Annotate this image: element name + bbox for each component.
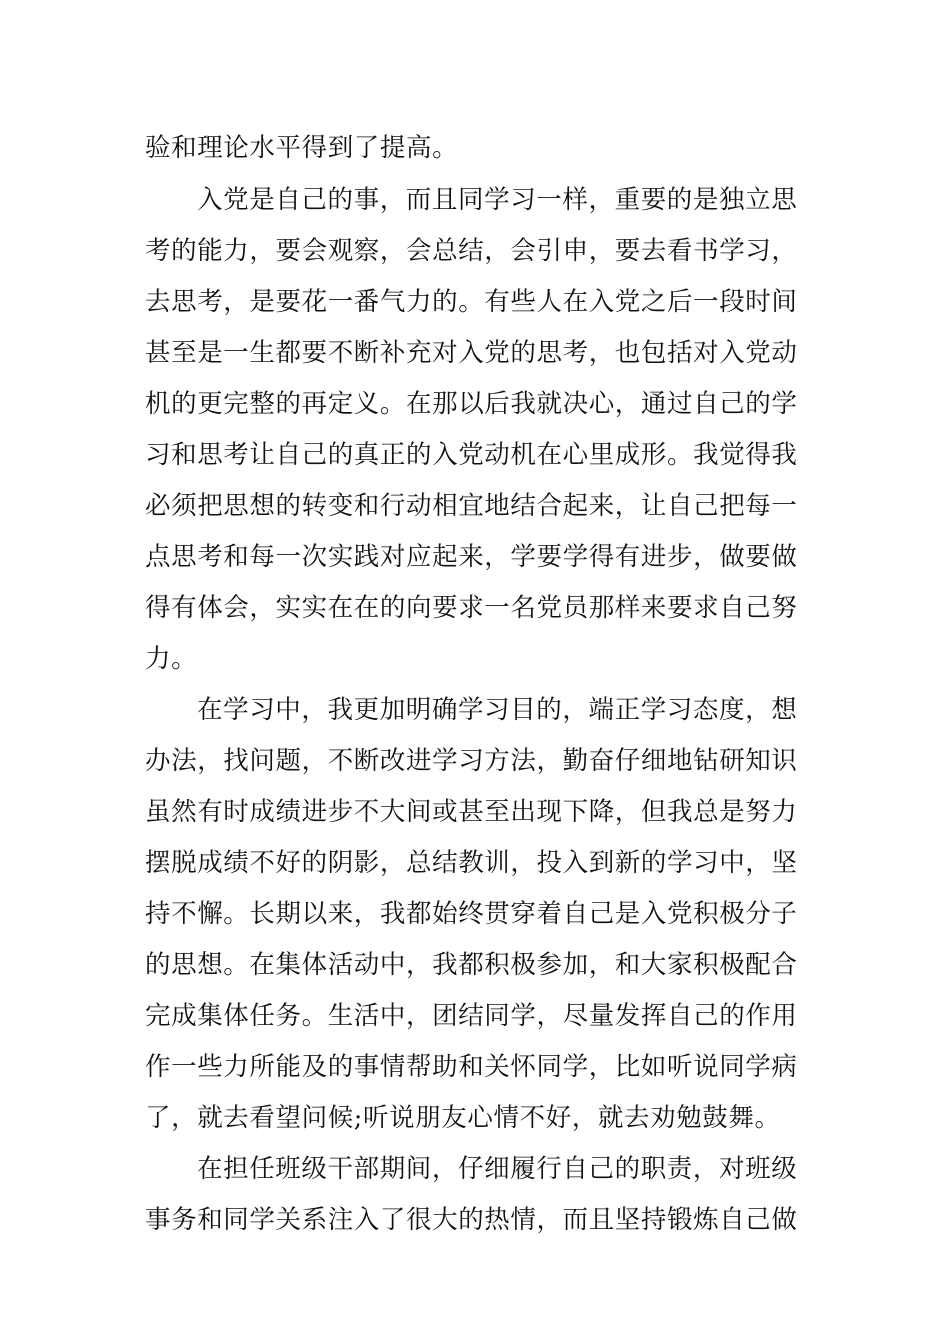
text-line: 作一些力所能及的事情帮助和关怀同学，比如听说同学病	[145, 1052, 798, 1082]
text-line: 虽然有时成绩进步不大间或甚至出现下降，但我总是努力	[145, 797, 798, 827]
text-line: 机的更完整的再定义。在那以后我就决心，通过自己的学	[145, 389, 798, 419]
text-line: 力。	[145, 644, 198, 674]
text-line: 持不懈。长期以来，我都始终贯穿着自己是入党积极分子	[145, 899, 798, 929]
text-line: 习和思考让自己的真正的入党动机在心里成形。我觉得我	[145, 440, 798, 470]
paragraph-first-line: 在担任班级干部期间，仔细履行自己的职责，对班级	[197, 1154, 798, 1184]
text-line: 点思考和每一次实践对应起来，学要学得有进步，做要做	[145, 542, 798, 572]
paragraph-first-line: 在学习中，我更加明确学习目的，端正学习态度，想	[197, 695, 798, 725]
text-line: 完成集体任务。生活中，团结同学，尽量发挥自己的作用	[145, 1001, 798, 1031]
text-line: 摆脱成绩不好的阴影，总结教训，投入到新的学习中，坚	[145, 848, 798, 878]
paragraph-first-line: 入党是自己的事，而且同学习一样，重要的是独立思	[197, 185, 798, 215]
text-line: 事务和同学关系注入了很大的热情，而且坚持锻炼自己做	[145, 1205, 798, 1235]
text-line: 得有体会，实实在在的向要求一名党员那样来要求自己努	[145, 593, 798, 623]
text-line: 了，就去看望问候;听说朋友心情不好，就去劝勉鼓舞。	[145, 1103, 781, 1133]
text-line: 必须把思想的转变和行动相宜地结合起来，让自己把每一	[145, 491, 798, 521]
text-line: 去思考，是要花一番气力的。有些人在入党之后一段时间	[145, 287, 798, 317]
text-line: 甚至是一生都要不断补充对入党的思考，也包括对入党动	[145, 338, 798, 368]
text-line: 的思想。在集体活动中，我都积极参加，和大家积极配合	[145, 950, 798, 980]
text-line: 办法，找问题，不断改进学习方法，勤奋仔细地钻研知识	[145, 746, 798, 776]
text-line: 验和理论水平得到了提高。	[145, 133, 459, 163]
text-line: 考的能力，要会观察，会总结，会引申，要去看书学习，	[145, 236, 798, 266]
